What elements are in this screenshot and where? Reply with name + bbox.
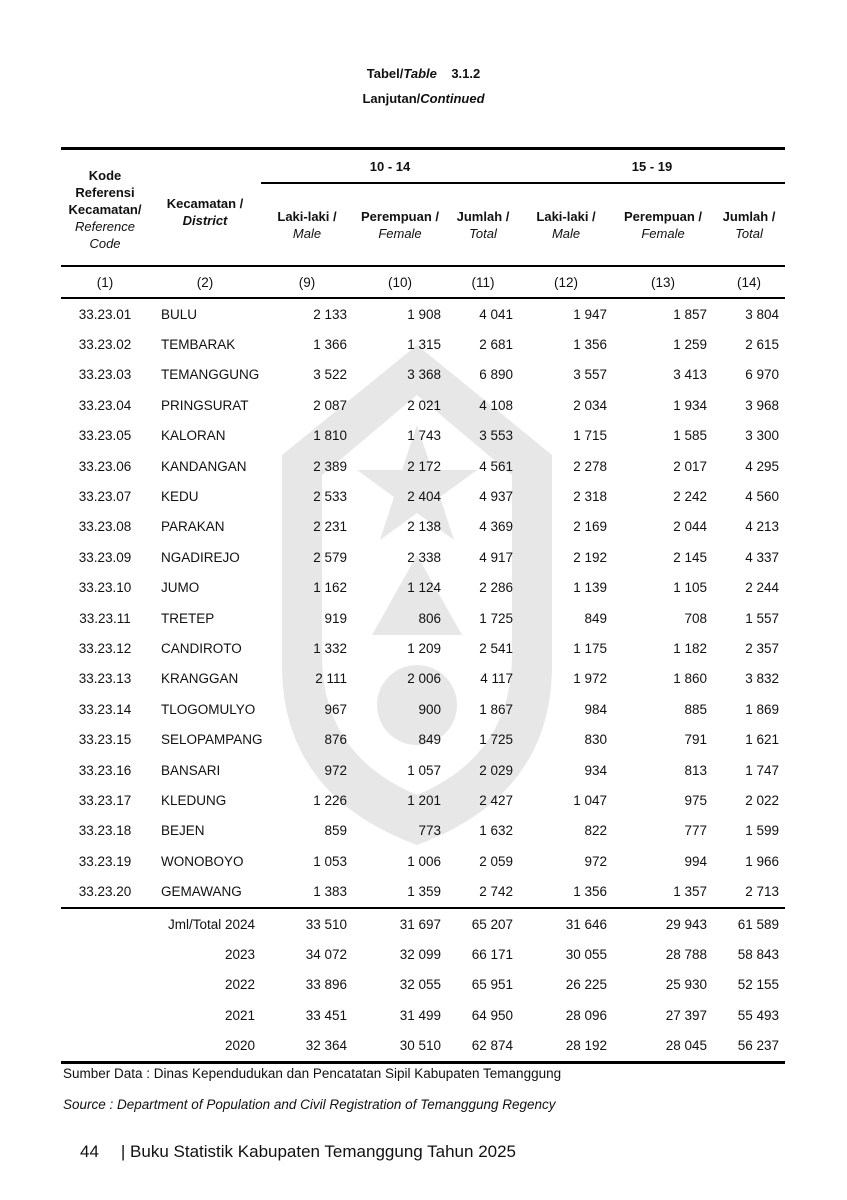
total-value: 65 207 <box>471 916 514 932</box>
cell-value: 830 <box>584 732 608 748</box>
cell-value: 1 356 <box>573 884 608 900</box>
total-value: 61 589 <box>737 916 780 932</box>
district-name: NGADIREJO <box>161 549 240 565</box>
cell-value: 1 315 <box>407 337 441 353</box>
table-row <box>61 724 785 754</box>
cell-value: 1 209 <box>407 640 441 656</box>
cell-value: 1 599 <box>745 823 780 839</box>
cell-value: 1 105 <box>673 580 708 596</box>
header-total-2: Jumlah / Total <box>722 208 776 241</box>
cell-value: 4 369 <box>479 519 514 535</box>
table-row <box>61 603 785 633</box>
district-code: 33.23.16 <box>78 762 132 778</box>
cell-value: 2 022 <box>745 792 780 808</box>
cell-value: 773 <box>418 823 441 839</box>
total-value: 55 493 <box>737 1007 780 1023</box>
cell-value: 1 869 <box>745 701 780 717</box>
cell-value: 2 111 <box>315 671 347 687</box>
cell-value: 2 133 <box>313 306 347 322</box>
district-code: 33.23.10 <box>78 580 132 596</box>
cell-value: 1 966 <box>745 853 780 869</box>
total-value: 28 045 <box>665 1038 708 1054</box>
cell-value: 1 162 <box>313 580 347 596</box>
district-name: SELOPAMPANG <box>161 732 263 748</box>
cell-value: 1 057 <box>407 762 441 778</box>
cell-value: 3 968 <box>745 397 780 413</box>
district-name: KLEDUNG <box>161 792 227 808</box>
district-name: PRINGSURAT <box>161 397 249 413</box>
table-row <box>61 573 785 603</box>
district-code: 33.23.01 <box>78 306 132 322</box>
table-row <box>61 876 785 907</box>
total-value: 27 397 <box>665 1007 708 1023</box>
district-code: 33.23.08 <box>78 519 132 535</box>
total-value: 32 364 <box>305 1038 347 1054</box>
cell-value: 2 533 <box>313 489 347 505</box>
cell-value: 1 124 <box>407 580 441 596</box>
cell-value: 4 560 <box>745 489 780 505</box>
cell-value: 2 278 <box>573 458 608 474</box>
cell-value: 1 182 <box>673 640 708 656</box>
cell-value: 972 <box>324 762 347 778</box>
source-note-id: Sumber Data : Dinas Kependudukan dan Pencatatan Sipil Kabupaten Temanggung <box>63 1066 562 1081</box>
district-code: 33.23.17 <box>78 792 132 808</box>
cell-value: 2 338 <box>407 549 441 565</box>
col-number: (2) <box>196 274 214 290</box>
cell-value: 1 139 <box>573 580 608 596</box>
district-name: KALORAN <box>161 428 226 444</box>
district-name: TRETEP <box>161 610 215 626</box>
total-row <box>61 939 785 969</box>
district-name: BULU <box>161 306 198 322</box>
total-value: 33 510 <box>305 916 347 932</box>
cell-value: 3 553 <box>479 428 514 444</box>
cell-value: 3 413 <box>673 367 708 383</box>
cell-value: 1 332 <box>313 640 347 656</box>
header-male-1: Laki-laki / Male <box>277 208 337 241</box>
header-group-10-14: 10 - 14 <box>261 149 519 184</box>
cell-value: 1 972 <box>573 671 608 687</box>
cell-value: 3 804 <box>745 306 780 322</box>
table-row <box>61 421 785 451</box>
col-number: (10) <box>387 274 412 290</box>
total-value: 31 697 <box>399 916 441 932</box>
cell-value: 2 044 <box>673 519 708 535</box>
district-code: 33.23.02 <box>78 337 132 353</box>
total-row <box>61 970 785 1000</box>
cell-value: 3 300 <box>745 428 780 444</box>
cell-value: 4 213 <box>745 519 780 535</box>
district-name: PARAKAN <box>161 519 225 535</box>
cell-value: 2 286 <box>479 580 514 596</box>
cell-value: 1 810 <box>313 428 347 444</box>
cell-value: 1 047 <box>573 792 608 808</box>
cell-value: 1 908 <box>407 306 441 322</box>
total-value: 52 155 <box>737 977 780 993</box>
header-total-1: Jumlah / Total <box>456 208 510 241</box>
table-row <box>61 390 785 420</box>
page-number: 44 <box>80 1142 99 1161</box>
cell-value: 1 053 <box>313 853 347 869</box>
district-code: 33.23.20 <box>78 884 132 900</box>
cell-value: 1 259 <box>673 337 708 353</box>
cell-value: 2 357 <box>745 640 780 656</box>
blank-cell <box>61 1030 149 1062</box>
cell-value: 2 087 <box>313 397 347 413</box>
page-footer <box>80 1142 516 1162</box>
table-subtitle: Lanjutan/Continued <box>362 91 485 106</box>
col-number: (9) <box>298 274 316 290</box>
cell-value: 1 006 <box>407 853 441 869</box>
blank-cell <box>61 908 149 939</box>
cell-value: 4 937 <box>479 489 514 505</box>
district-code: 33.23.09 <box>78 549 132 565</box>
cell-value: 1 632 <box>479 823 514 839</box>
cell-value: 708 <box>684 610 708 626</box>
cell-value: 2 681 <box>479 337 514 353</box>
cell-value: 2 172 <box>407 458 441 474</box>
cell-value: 3 368 <box>407 367 441 383</box>
cell-value: 1 366 <box>313 337 347 353</box>
cell-value: 1 585 <box>673 428 708 444</box>
table-row <box>61 664 785 694</box>
cell-value: 1 857 <box>673 306 708 322</box>
cell-value: 967 <box>324 701 347 717</box>
cell-value: 2 404 <box>407 489 441 505</box>
cell-value: 4 295 <box>745 458 780 474</box>
cell-value: 1 867 <box>479 701 514 717</box>
cell-value: 919 <box>324 610 347 626</box>
cell-value: 822 <box>584 823 608 839</box>
table-row <box>61 785 785 815</box>
total-label: 2021 <box>224 1007 255 1023</box>
cell-value: 1 359 <box>407 884 441 900</box>
district-code: 33.23.18 <box>78 823 132 839</box>
district-code: 33.23.04 <box>78 397 132 413</box>
total-value: 30 055 <box>565 946 608 962</box>
district-name: JUMO <box>161 580 200 596</box>
cell-value: 2 244 <box>745 580 780 596</box>
cell-value: 2 242 <box>673 489 708 505</box>
district-name: KEDU <box>161 489 199 505</box>
total-value: 26 225 <box>565 977 608 993</box>
cell-value: 1 557 <box>745 610 780 626</box>
cell-value: 3 522 <box>313 367 347 383</box>
header-male-2: Laki-laki / Male <box>536 208 596 241</box>
district-name: TEMANGGUNG <box>161 367 260 383</box>
table-row <box>61 816 785 846</box>
total-value: 28 788 <box>665 946 708 962</box>
total-row <box>61 1000 785 1030</box>
cell-value: 6 890 <box>479 367 514 383</box>
total-value: 28 192 <box>565 1038 608 1054</box>
col-number: (13) <box>651 274 676 290</box>
cell-value: 1 725 <box>479 610 514 626</box>
district-code: 33.23.19 <box>78 853 132 869</box>
cell-value: 1 947 <box>573 306 608 322</box>
total-value: 33 451 <box>305 1007 347 1023</box>
cell-value: 2 029 <box>479 762 514 778</box>
cell-value: 2 145 <box>673 549 708 565</box>
total-label: Jml/Total 2024 <box>167 916 255 932</box>
cell-value: 849 <box>584 610 608 626</box>
cell-value: 4 041 <box>479 306 514 322</box>
district-code: 33.23.12 <box>78 640 132 656</box>
cell-value: 4 117 <box>480 671 514 687</box>
total-value: 31 646 <box>565 916 608 932</box>
district-name: BANSARI <box>161 762 221 778</box>
cell-value: 1 356 <box>573 337 608 353</box>
cell-value: 2 034 <box>573 397 608 413</box>
cell-value: 1 934 <box>673 397 708 413</box>
header-female-1: Perempuan / Female <box>360 208 440 241</box>
cell-value: 1 725 <box>479 732 514 748</box>
total-value: 32 099 <box>399 946 441 962</box>
total-value: 58 843 <box>737 946 780 962</box>
table-row <box>61 512 785 542</box>
cell-value: 975 <box>684 792 708 808</box>
cell-value: 2 021 <box>407 397 441 413</box>
cell-value: 777 <box>684 823 708 839</box>
cell-value: 1 226 <box>313 792 347 808</box>
cell-value: 2 169 <box>573 519 608 535</box>
district-name: KRANGGAN <box>161 671 239 687</box>
cell-value: 2 742 <box>479 884 514 900</box>
cell-value: 2 192 <box>573 549 608 565</box>
cell-value: 1 383 <box>313 884 347 900</box>
blank-cell <box>61 1000 149 1030</box>
cell-value: 2 541 <box>479 640 514 656</box>
cell-value: 4 917 <box>479 549 514 565</box>
cell-value: 6 970 <box>745 367 780 383</box>
footer-text: | Buku Statistik Kabupaten Temanggung Tahun 2025 <box>120 1142 517 1161</box>
cell-value: 2 579 <box>313 549 347 565</box>
total-label: 2020 <box>224 1038 255 1054</box>
district-code: 33.23.06 <box>78 458 132 474</box>
cell-value: 994 <box>684 853 708 869</box>
cell-value: 2 231 <box>313 519 347 535</box>
cell-value: 806 <box>418 610 441 626</box>
district-name: CANDIROTO <box>161 640 242 656</box>
district-name: GEMAWANG <box>161 884 242 900</box>
total-value: 28 096 <box>565 1007 608 1023</box>
population-table <box>61 147 785 1064</box>
table-row <box>61 481 785 511</box>
district-code: 33.23.14 <box>78 701 132 717</box>
total-value: 65 951 <box>471 977 514 993</box>
cell-value: 984 <box>584 701 608 717</box>
cell-value: 2 389 <box>313 458 347 474</box>
total-label: 2022 <box>224 977 255 993</box>
cell-value: 2 006 <box>407 671 441 687</box>
total-label: 2023 <box>224 946 255 962</box>
district-name: KANDANGAN <box>161 458 247 474</box>
district-code: 33.23.11 <box>79 610 131 626</box>
cell-value: 876 <box>324 732 347 748</box>
district-code: 33.23.15 <box>78 732 132 748</box>
total-value: 31 499 <box>399 1007 441 1023</box>
total-value: 33 896 <box>305 977 347 993</box>
district-name: TEMBARAK <box>161 337 236 353</box>
table-row <box>61 755 785 785</box>
cell-value: 934 <box>584 762 608 778</box>
cell-value: 1 201 <box>407 792 441 808</box>
district-name: WONOBOYO <box>161 853 244 869</box>
cell-value: 849 <box>418 732 441 748</box>
cell-value: 2 017 <box>673 458 708 474</box>
cell-value: 1 621 <box>745 732 780 748</box>
total-value: 34 072 <box>305 946 347 962</box>
header-group-15-19: 15 - 19 <box>519 149 785 184</box>
total-row <box>61 908 785 939</box>
total-value: 32 055 <box>399 977 441 993</box>
total-value: 25 930 <box>665 977 708 993</box>
cell-value: 1 747 <box>745 762 780 778</box>
source-note-en: Source : Department of Population and Civil Registration of Temanggung Regency <box>63 1097 556 1112</box>
total-value: 30 510 <box>399 1038 441 1054</box>
district-name: TLOGOMULYO <box>161 701 256 717</box>
cell-value: 4 561 <box>479 458 514 474</box>
blank-cell <box>61 970 149 1000</box>
cell-value: 1 715 <box>573 428 608 444</box>
total-value: 56 237 <box>737 1038 780 1054</box>
district-code: 33.23.07 <box>78 489 132 505</box>
col-number: (12) <box>554 274 579 290</box>
cell-value: 859 <box>324 823 347 839</box>
cell-value: 3 832 <box>745 671 780 687</box>
table-row <box>61 298 785 329</box>
table-title: Tabel/Table 3.1.2 <box>366 66 481 81</box>
cell-value: 791 <box>684 732 708 748</box>
total-value: 62 874 <box>471 1038 514 1054</box>
total-value: 66 171 <box>471 946 514 962</box>
cell-value: 1 860 <box>673 671 708 687</box>
cell-value: 2 427 <box>479 792 514 808</box>
table-row <box>61 451 785 481</box>
col-number: (11) <box>471 274 495 290</box>
table-row <box>61 542 785 572</box>
cell-value: 2 615 <box>745 337 780 353</box>
total-value: 29 943 <box>665 916 708 932</box>
header-code: Kode Referensi Kecamatan/ Reference Code <box>68 168 142 251</box>
district-name: BEJEN <box>161 823 205 839</box>
district-code: 33.23.13 <box>78 671 132 687</box>
table-row <box>61 633 785 663</box>
cell-value: 1 743 <box>407 428 441 444</box>
table-row <box>61 846 785 876</box>
total-row <box>61 1030 785 1062</box>
district-code: 33.23.03 <box>78 367 132 383</box>
col-number: (14) <box>737 274 762 290</box>
table-row <box>61 360 785 390</box>
cell-value: 4 108 <box>479 397 514 413</box>
district-code: 33.23.05 <box>78 428 132 444</box>
cell-value: 2 318 <box>573 489 608 505</box>
col-number: (1) <box>96 274 114 290</box>
blank-cell <box>61 939 149 969</box>
cell-value: 1 175 <box>573 640 608 656</box>
cell-value: 4 337 <box>745 549 780 565</box>
table-row <box>61 694 785 724</box>
cell-value: 3 557 <box>573 367 608 383</box>
cell-value: 1 357 <box>673 884 708 900</box>
header-female-2: Perempuan / Female <box>624 208 703 241</box>
total-value: 64 950 <box>471 1007 514 1023</box>
header-district: Kecamatan / District <box>166 195 244 228</box>
cell-value: 2 138 <box>407 519 441 535</box>
cell-value: 900 <box>418 701 441 717</box>
cell-value: 885 <box>684 701 708 717</box>
table-row <box>61 329 785 359</box>
cell-value: 2 713 <box>745 884 780 900</box>
cell-value: 2 059 <box>479 853 514 869</box>
cell-value: 813 <box>684 762 708 778</box>
cell-value: 972 <box>584 853 608 869</box>
